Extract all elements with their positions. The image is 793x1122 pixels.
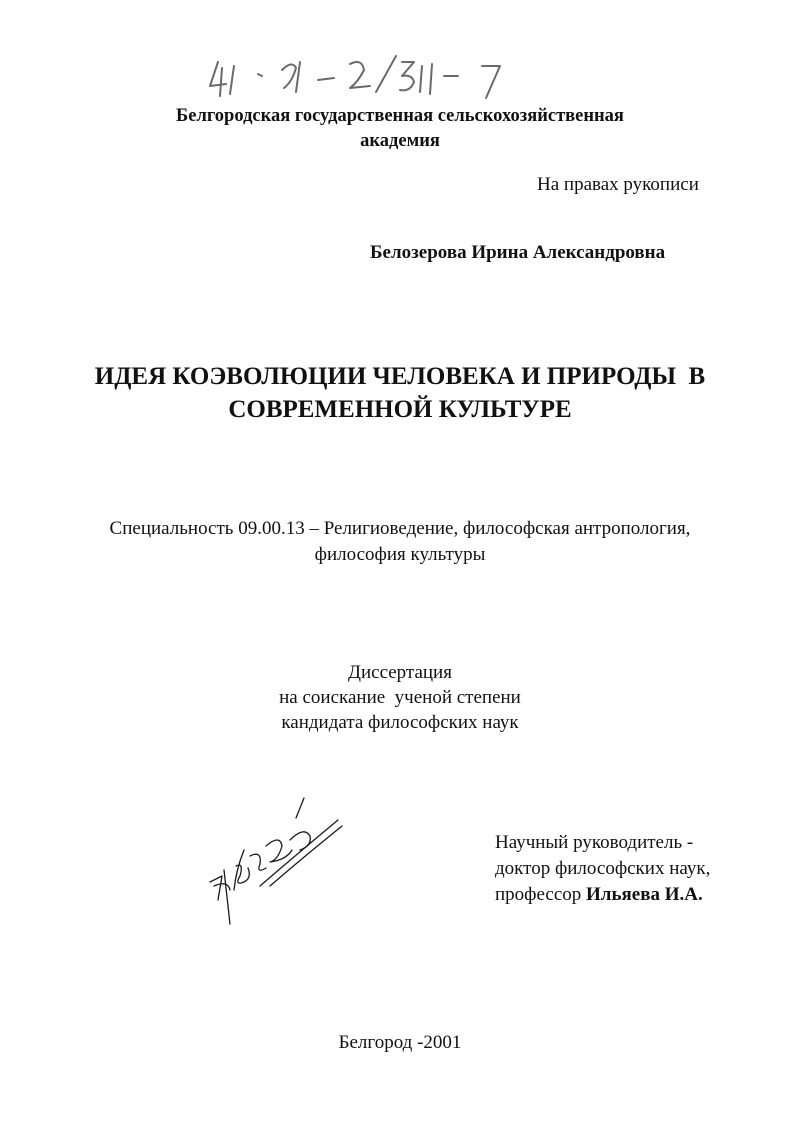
- rights-note: На правах рукописи: [537, 174, 699, 195]
- archive-handwritten-mark: [200, 48, 540, 108]
- title-line-2: СОВРЕМЕННОЙ КУЛЬТУРЕ: [228, 396, 572, 423]
- dissertation-line-2: на соискание ученой степени: [279, 687, 521, 708]
- supervisor-line-2: доктор философских наук,: [495, 858, 711, 879]
- author-name: Белозерова Ирина Александровна: [370, 242, 666, 263]
- institution-name: [0, 104, 793, 154]
- institution-line-1: Белгородская государственная сельскохозяйственная: [176, 106, 624, 126]
- specialty-line-2: философия культуры: [314, 544, 486, 565]
- supervisor-rank: профессор: [495, 884, 587, 905]
- city-year: Белгород -2001: [338, 1032, 462, 1053]
- supervisor-name: Ильяева И.А.: [586, 884, 703, 905]
- dissertation-line-3: кандидата философских наук: [281, 712, 519, 733]
- dissertation-degree: [0, 660, 793, 735]
- title-line-1: ИДЕЯ КОЭВОЛЮЦИИ ЧЕЛОВЕКА И ПРИРОДЫ В: [94, 363, 706, 390]
- supervisor-line-3: [495, 882, 710, 908]
- dissertation-line-1: Диссертация: [348, 662, 452, 683]
- institution-line-2: академия: [360, 131, 440, 151]
- dissertation-title: [0, 360, 793, 426]
- supervisor-signature: [200, 790, 350, 930]
- specialty-line-1: Специальность 09.00.13 – Религиоведение, философская антропология,: [109, 518, 691, 539]
- supervisor-block: [495, 830, 710, 908]
- supervisor-line-1: Научный руководитель -: [495, 832, 694, 853]
- specialty: [0, 516, 793, 568]
